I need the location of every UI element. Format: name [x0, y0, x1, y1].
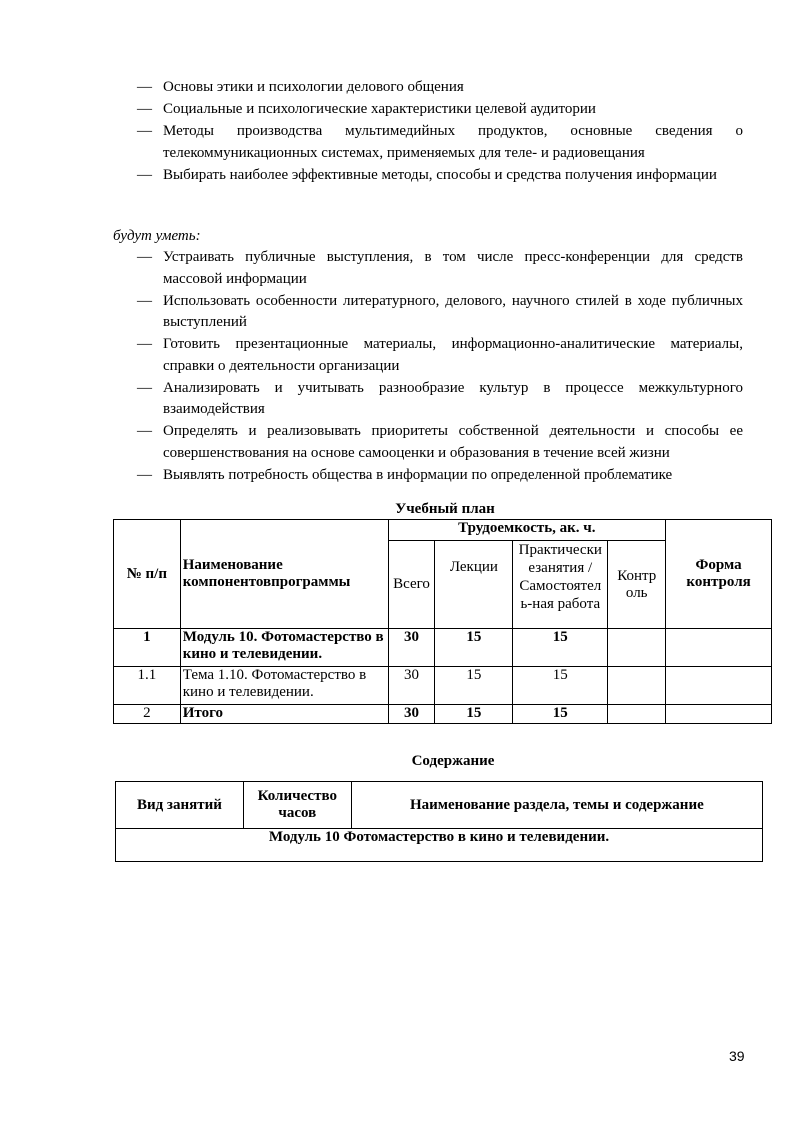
table-row: 1 Модуль 10. Фотомастерство в кино и телевидении. 30 15 15 — [114, 629, 772, 667]
content-table — [115, 781, 763, 862]
header-total: Всего — [388, 541, 435, 629]
list-dash: — — [137, 292, 152, 309]
list-dash: — — [137, 123, 152, 139]
list-item: — Определять и реализовывать приоритеты собственной деятельности и способы ее совершенствования на основе самооценки и образования в течение всей жизни — [137, 423, 743, 461]
list-dash: — — [137, 336, 152, 352]
table-row: 2 Итого 30 15 15 — [114, 705, 772, 724]
page-number: 39 — [729, 1048, 745, 1064]
header-practice: Практически езанятия / Самостоятел ь-ная работа — [513, 541, 608, 629]
header-lectures: Лекции — [435, 541, 513, 629]
list-item: — Анализировать и учитывать разнообразие культур в процессе межкультурного взаимодействия — [137, 379, 743, 417]
list-dash: — — [137, 101, 152, 117]
list-item: — Социальные и психологические характеристики целевой аудитории — [137, 99, 743, 121]
list-dash: — — [137, 379, 152, 396]
table-row: 1.1 Тема 1.10. Фотомастерство в кино и телевидении. 30 15 15 — [114, 667, 772, 705]
header-labor: Трудоемкость, ак. ч. — [388, 520, 666, 541]
study-plan-table — [113, 519, 772, 724]
list-dash: — — [137, 423, 152, 439]
knowledge-list — [137, 77, 743, 187]
module-row: Модуль 10 Фотомастерство в кино и телевидении. — [116, 829, 763, 862]
plan-title: Учебный план — [395, 501, 495, 517]
skills-list — [137, 247, 743, 487]
list-dash: — — [137, 166, 152, 183]
list-item: — Выявлять потребность общества в информации по определенной проблематике — [137, 465, 743, 487]
header-name: Наименование компонентовпрограммы — [180, 520, 388, 629]
list-item: — Основы этики и психологии делового общения — [137, 77, 743, 99]
list-dash: — — [137, 249, 152, 265]
list-item: — Использовать особенности литературного, делового, научного стилей в ходе публичных выступлений — [137, 292, 743, 330]
header-type: Вид занятий — [116, 782, 244, 829]
header-control: Контр оль — [608, 541, 666, 629]
list-item: — Выбирать наиболее эффективные методы, способы и средства получения информации — [137, 165, 743, 187]
list-dash: — — [137, 466, 152, 483]
header-form: Форма контроля — [666, 520, 772, 629]
content-title: Содержание — [411, 753, 495, 769]
skills-subheading: будут уметь: — [113, 228, 201, 244]
list-item: — Готовить презентационные материалы, информационно-аналитические материалы, справки о деятельности организации — [137, 336, 743, 374]
list-item: — Устраивать публичные выступления, в том числе пресс-конференции для средств массовой информации — [137, 249, 743, 287]
header-section: Наименование раздела, темы и содержание — [351, 782, 762, 829]
list-dash: — — [137, 79, 152, 95]
list-item: — Методы производства мультимедийных продуктов, основные сведения о телекоммуникационных системах, применяемых для теле- и радиовещания — [137, 123, 743, 161]
header-num: № п/п — [114, 520, 181, 629]
header-hours: Количество часов — [243, 782, 351, 829]
